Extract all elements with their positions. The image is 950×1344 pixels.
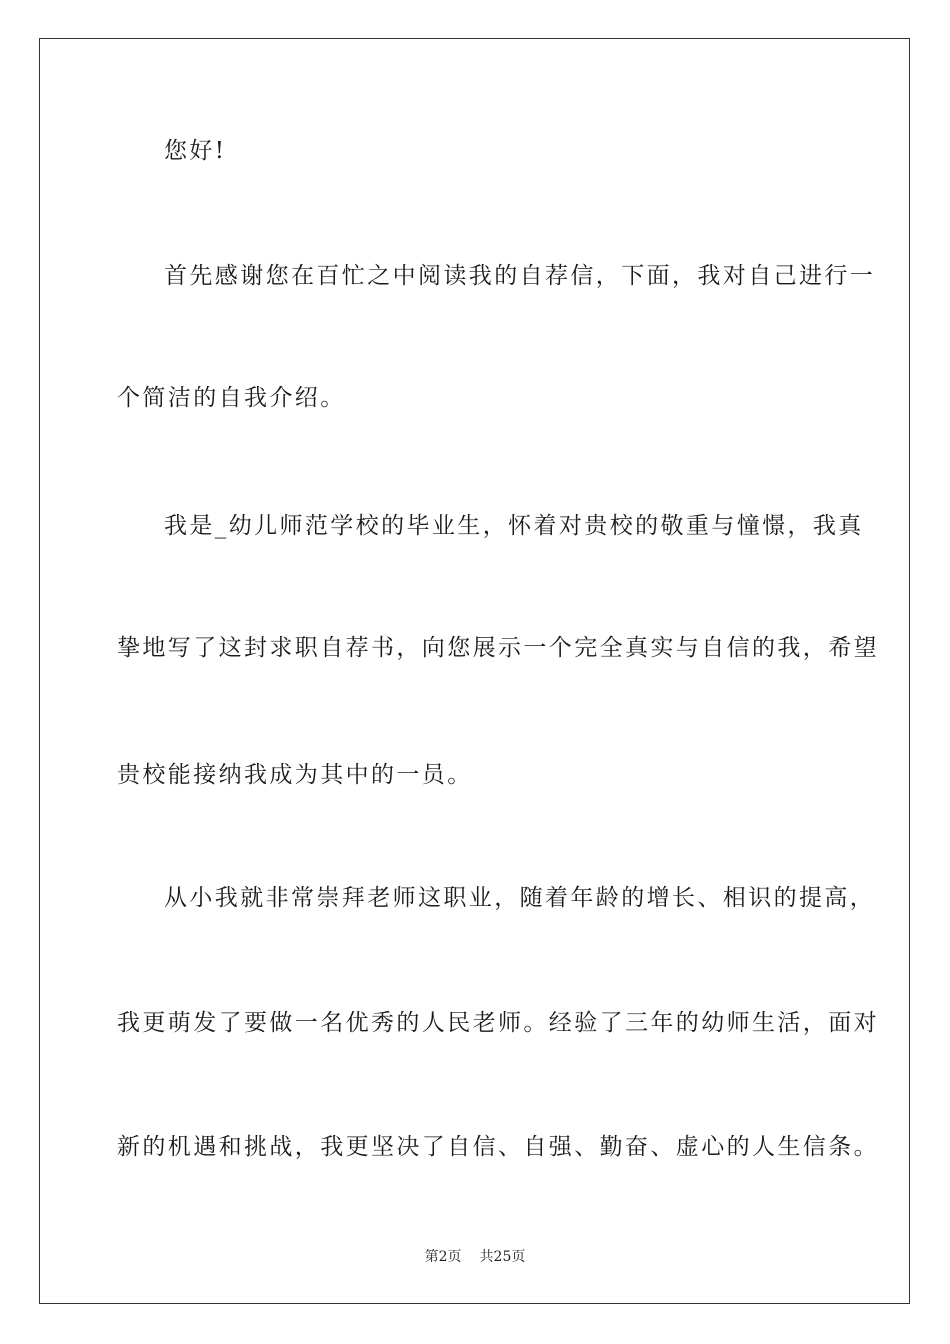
paragraph-3-line-1: 从小我就非常崇拜老师这职业，随着年龄的增长、相识的提高， [164,885,876,911]
page-number: 第2页 [424,1249,462,1265]
page-border [39,38,910,1304]
paragraph-2-line-1: 我是_幼儿师范学校的毕业生，怀着对贵校的敬重与憧憬，我真 [164,513,864,539]
paragraph-3-line-2: 我更萌发了要做一名优秀的人民老师。经验了三年的幼师生活，面对 [117,1010,879,1036]
greeting: 您好! [164,138,227,164]
page-total: 共25页 [479,1249,526,1265]
paragraph-1-line-1: 首先感谢您在百忙之中阅读我的自荐信，下面，我对自己进行一 [164,263,876,289]
paragraph-2-line-3: 贵校能接纳我成为其中的一员。 [117,762,473,788]
paragraph-2-line-2: 挚地写了这封求职自荐书，向您展示一个完全真实与自信的我，希望 [117,635,879,661]
paragraph-3-line-3: 新的机遇和挑战，我更坚决了自信、自强、勤奋、虚心的人生信条。 [117,1134,879,1160]
page-footer [0,1247,950,1267]
paragraph-1-line-2: 个简洁的自我介绍。 [117,385,346,411]
